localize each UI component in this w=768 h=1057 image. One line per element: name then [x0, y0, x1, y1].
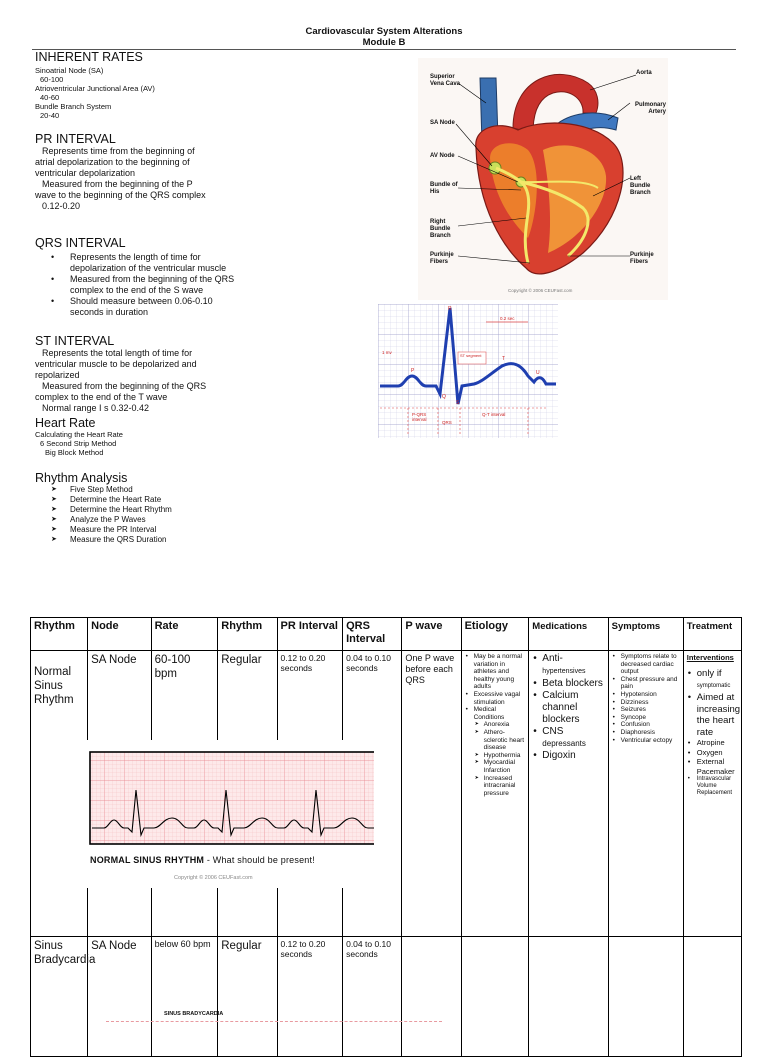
- etiology-subitem: ➤ Anorexia: [484, 721, 526, 729]
- heart-copyright: Copyright © 2006 CEUFast.com: [508, 288, 573, 293]
- inherent-rate-sa-value: 60-100: [40, 75, 64, 84]
- row2-pr: 0.12 to 0.20 seconds: [277, 937, 343, 1057]
- ecg-grid: [378, 304, 558, 438]
- etiology-subitem: ➤ Athero-sclerotic heart disease: [484, 729, 526, 752]
- inherent-rates-section: [35, 50, 335, 120]
- etiology-item: • May be a normal variation in athletes and healthy young adults: [474, 653, 526, 691]
- heart-rate-section: [35, 416, 235, 457]
- etiology-subitem: ➤ Hypothermia: [484, 752, 526, 760]
- rhythm-analysis-item: ➤ Five Step Method: [35, 485, 255, 495]
- qrs-interval-list: [35, 252, 250, 318]
- row2-rate: below 60 bpm: [151, 937, 218, 1057]
- medication-item: • Calcium channel blockers: [542, 690, 604, 726]
- label-purkinje-fibers-right: Purkinje Fibers: [630, 252, 654, 265]
- medication-item: • Beta blockers: [542, 678, 604, 690]
- row2-etiology: [461, 937, 529, 1057]
- treatment-item: • Intravascular Volume Replacement: [697, 776, 738, 797]
- symptom-item: • Symptoms relate to decreased cardiac output: [621, 653, 680, 676]
- label-pulmonary-artery: Pulmonary Artery: [634, 102, 666, 115]
- nsr-caption-bold: NORMAL SINUS RHYTHM: [90, 855, 205, 865]
- ecg-label-u: U: [536, 370, 540, 376]
- rhythm-analysis-list: [35, 485, 255, 545]
- treatment-item: [697, 668, 738, 692]
- treatment-item: • Aimed at increasing the heart rate: [697, 692, 738, 738]
- heart-rate-line1: Calculating the Heart Rate: [35, 430, 123, 439]
- treatment-heading: Interventions: [686, 653, 734, 662]
- header-p-wave: P wave: [402, 618, 461, 651]
- rhythm-analysis-heading: Rhythm Analysis: [35, 471, 128, 485]
- medication-item: • Digoxin: [542, 750, 604, 762]
- title: Cardiovascular System Alterations: [305, 26, 463, 37]
- label-left-bundle-branch: Left Bundle Branch: [630, 176, 651, 196]
- label-sa-node: SA Node: [430, 120, 455, 126]
- header-qrs-interval: QRS Interval: [343, 618, 402, 651]
- etiology-subitem: ➤ Myocardial Infarction: [484, 759, 526, 774]
- ecg-label-r: R: [448, 306, 452, 312]
- nsr-ecg-strip: [84, 740, 374, 888]
- st-interval-section: [35, 334, 215, 414]
- row2-medications: [529, 937, 608, 1057]
- medication-cns: CNS: [542, 726, 564, 737]
- ecg-label-qrs: QRS: [442, 420, 452, 425]
- treatment-item: • Atropine: [697, 738, 738, 748]
- header-regularity: Rhythm: [218, 618, 277, 651]
- row1-pwave: One P wave before each QRS: [402, 651, 461, 937]
- symptom-item: • Syncope: [621, 714, 680, 722]
- ecg-label-qt-interval: Q-T interval: [482, 412, 506, 417]
- row2-node: SA Node: [88, 937, 151, 1057]
- treatment-only-if: only if: [696, 668, 722, 679]
- header-rate: Rate: [151, 618, 218, 651]
- nsr-strip-graph: [84, 740, 374, 850]
- ecg-label-t: T: [502, 356, 506, 362]
- ecg-label-p-qrs-interval: P-QRS interval: [412, 412, 427, 422]
- st-interval-heading: ST INTERVAL: [35, 334, 115, 348]
- header-pr-interval: PR Interval: [277, 618, 343, 651]
- header-node: Node: [88, 618, 151, 651]
- row2-rhythm: Sinus Bradycardia: [31, 937, 88, 1057]
- symptom-list: [612, 653, 680, 744]
- symptom-item: • Hypotension: [621, 691, 680, 699]
- qrs-bullet: • Should measure between 0.06-0.10 seconds in duration: [35, 296, 240, 318]
- row2-qrs: 0.04 to 0.10 seconds: [343, 937, 402, 1057]
- symptom-item: • Confusion: [621, 721, 680, 729]
- rhythm-analysis-item: ➤ Measure the QRS Duration: [35, 535, 255, 545]
- row1-qrs: 0.04 to 0.10 seconds: [343, 651, 402, 937]
- etiology-item: • Excessive vagal stimulation: [474, 691, 526, 706]
- row1-medications: [529, 651, 608, 937]
- st-interval-range: Normal range I s 0.32-0.42: [42, 403, 150, 413]
- label-right-bundle-branch: Right Bundle Branch: [430, 219, 451, 239]
- label-aorta: Aorta: [636, 70, 652, 76]
- etiology-item-label: Medical Conditions: [473, 706, 505, 721]
- rhythm-analysis-item: ➤ Analyze the P Waves: [35, 515, 255, 525]
- rhythm-analysis-item: ➤ Measure the PR Interval: [35, 525, 255, 535]
- st-interval-text1: Represents the total length of time for ventricular muscle to be depolarized and repolarized: [35, 348, 197, 380]
- treatment-symptomatic: symptomatic: [696, 683, 731, 689]
- header-treatment: Treatment: [683, 618, 741, 651]
- etiology-subitem: ➤ Increased intracranial pressure: [484, 775, 526, 798]
- st-interval-text2: Measured from the beginning of the QRS complex to the end of the T wave: [35, 381, 207, 402]
- row1-regularity: Regular: [218, 651, 277, 937]
- ecg-label-mv: 1 mv: [382, 350, 392, 355]
- heart-conduction-diagram: [418, 58, 668, 300]
- inherent-rate-av: Atrioventricular Junctional Area (AV): [35, 84, 155, 93]
- pr-interval-heading: PR INTERVAL: [35, 132, 116, 146]
- table-header-row: [31, 618, 742, 651]
- heart-rate-line3: Big Block Method: [45, 448, 104, 457]
- symptom-item: • Seizures: [621, 706, 680, 714]
- brady-strip-edge: [106, 1021, 442, 1022]
- qrs-interval-section: [35, 236, 285, 318]
- header-rhythm: Rhythm: [31, 618, 88, 651]
- etiology-sublist: [474, 721, 526, 797]
- medication-anti: Anti-: [542, 653, 563, 664]
- medication-item: [542, 726, 604, 750]
- label-av-node: AV Node: [430, 153, 455, 159]
- ecg-label-p: P: [411, 368, 415, 374]
- label-superior-vena-cava: Superior Vena Cava: [430, 74, 461, 87]
- row1-node: SA Node: [88, 651, 151, 937]
- etiology-list: [465, 653, 526, 797]
- row1-pr: 0.12 to 0.20 seconds: [277, 651, 343, 937]
- inherent-rate-sa: Sinoatrial Node (SA): [35, 66, 104, 75]
- medication-antihypertensives: hypertensives: [542, 668, 586, 675]
- nsr-caption-rest: - What should be present!: [204, 855, 315, 865]
- ecg-label-s: S: [456, 400, 460, 406]
- symptom-item: • Dizziness: [621, 699, 680, 707]
- medication-list: [532, 653, 604, 762]
- ecg-waveform-diagram: [378, 304, 558, 438]
- table-row: [31, 937, 742, 1057]
- ecg-label-q: Q: [442, 394, 446, 400]
- row2-symptoms: [608, 937, 683, 1057]
- pr-interval-section: [35, 132, 215, 212]
- inherent-rate-av-value: 40-60: [40, 93, 60, 102]
- label-purkinje-fibers-left: Purkinje Fibers: [430, 252, 454, 265]
- qrs-bullet: • Represents the length of time for depolarization of the ventricular muscle: [35, 252, 250, 274]
- pr-interval-text2: Measured from the beginning of the P wave to the beginning of the QRS complex: [35, 179, 206, 200]
- heart-rate-heading: Heart Rate: [35, 416, 96, 430]
- nsr-caption: [90, 855, 315, 865]
- pr-interval-range: 0.12-0.20: [42, 201, 81, 211]
- ecg-label-st-segment: ST segment: [460, 353, 482, 358]
- symptom-item: • Diaphoresis: [621, 729, 680, 737]
- pr-interval-text1: Represents time from the beginning of atrial depolarization to the beginning of ventricular depolarization: [35, 146, 195, 178]
- header-symptoms: Symptoms: [608, 618, 683, 651]
- rhythm-analysis-item: ➤ Determine the Heart Rate: [35, 495, 255, 505]
- rhythm-analysis-item: ➤ Determine the Heart Rhythm: [35, 505, 255, 515]
- treatment-list: [687, 668, 741, 797]
- qrs-bullet: • Measured from the beginning of the QRS complex to the end of the S wave: [35, 274, 250, 296]
- nsr-copyright: Copyright © 2006 CEUFast.com: [174, 875, 253, 881]
- row1-symptoms: [608, 651, 683, 937]
- document-title: [0, 26, 768, 48]
- medication-item: [542, 653, 604, 678]
- row2-regularity: Regular: [218, 937, 277, 1057]
- qrs-interval-heading: QRS INTERVAL: [35, 236, 126, 250]
- symptom-item: • Ventricular ectopy: [621, 737, 680, 745]
- symptom-item: • Chest pressure and pain: [621, 676, 680, 691]
- subtitle: Module B: [362, 37, 406, 48]
- inherent-rate-bundle: Bundle Branch System: [35, 102, 112, 111]
- medication-depressants: depressants: [542, 739, 586, 748]
- heart-rate-line2: 6 Second Strip Method: [40, 439, 117, 448]
- header-etiology: Etiology: [461, 618, 529, 651]
- row2-pwave: [402, 937, 461, 1057]
- brady-strip-label: SINUS BRADYCARDIA: [164, 1011, 224, 1017]
- sinus-bradycardia-strip: [100, 1008, 446, 1024]
- row1-treatment: [683, 651, 741, 937]
- treatment-item: • External Pacemaker: [697, 757, 738, 776]
- row1-rhythm: Normal Sinus Rhythm: [31, 651, 88, 937]
- row1-etiology: [461, 651, 529, 937]
- row2-treatment: [683, 937, 741, 1057]
- header-medications: Medications: [529, 618, 608, 651]
- etiology-item: [474, 706, 526, 797]
- row1-rate: 60-100 bpm: [151, 651, 218, 937]
- label-bundle-of-his: Bundle of His: [430, 182, 458, 195]
- rhythm-analysis-section: [35, 471, 255, 545]
- inherent-rates-heading: INHERENT RATES: [35, 50, 143, 64]
- ecg-label-sec: 0.2 sec: [500, 316, 515, 321]
- inherent-rate-bundle-value: 20-40: [40, 111, 60, 120]
- treatment-item: • Oxygen: [697, 748, 738, 758]
